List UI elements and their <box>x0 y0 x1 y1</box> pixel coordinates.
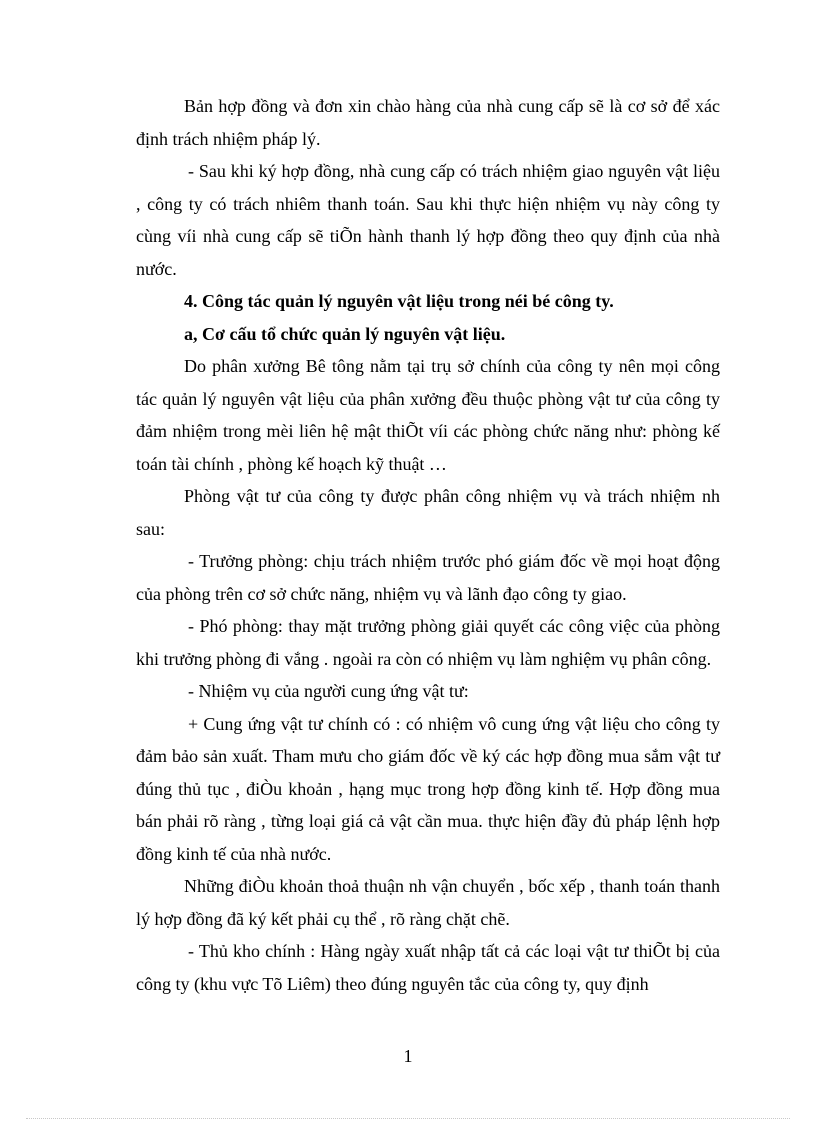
paragraph-supply-department: Phòng vật tư của công ty được phân công nhiệm vụ và trách nhiệm nh sau: <box>136 486 720 539</box>
section-heading: 4. Công tác quản lý nguyên vật liệu trong néi bé công ty. <box>184 291 614 311</box>
paragraph-workshop: Do phân xưởng Bê tông nằm tại trụ sở chính của công ty nên mọi công tác quản lý nguyên vật liệu của phân xưởng đều thuộc phòng vật tư của công ty đảm nhiệm trong mèi liên hệ mật thiÕt víi các phòng chức năng như: phòng kế toán tài chính , phòng kế hoạch kỹ thuật … <box>136 356 720 474</box>
paragraph-after-signing: - Sau khi ký hợp đồng, nhà cung cấp có trách nhiệm giao nguyên vật liệu , công ty có trách nhiêm thanh toán. Sau khi thực hiện nhiệm vụ này công ty cùng víi nhà cung cấp sẽ tiÕn hành thanh lý hợp đồng theo quy định của nhà nước. <box>136 161 720 279</box>
paragraph-storekeeper: - Thủ kho chính : Hàng ngày xuất nhập tất cả các loại vật tư thiÕt bị của công ty (khu vực Tõ Liêm) theo đúng nguyên tắc của công ty, quy định <box>136 941 720 994</box>
page-number: 1 <box>403 1046 413 1066</box>
subsection-heading: a, Cơ cấu tổ chức quản lý nguyên vật liệu. <box>184 323 506 344</box>
paragraph-head-of-department: - Trưởng phòng: chịu trách nhiệm trước phó giám đốc về mọi hoạt động của phòng trên cơ sở chức năng, nhiệm vụ và lãnh đạo công ty giao. <box>136 551 720 604</box>
paragraph-agreement-terms: Những điÒu khoản thoả thuận nh vận chuyển , bốc xếp , thanh toán thanh lý hợp đồng đã ký kết phải cụ thể , rõ ràng chặt chẽ. <box>136 876 720 929</box>
paragraph-contract-basis: Bản hợp đồng và đơn xin chào hàng của nhà cung cấp sẽ là cơ sở để xác định trách nhiệm pháp lý. <box>136 96 720 149</box>
paragraph-deputy-head: - Phó phòng: thay mặt trưởng phòng giải quyết các công việc của phòng khi trưởng phòng đi vắng . ngoài ra còn có nhiệm vụ làm nghiệm vụ phân công. <box>136 616 720 669</box>
paragraph-main-supply: + Cung ứng vật tư chính có : có nhiệm vô cung ứng vật liệu cho công ty đảm bảo sản xuất. Tham mưu cho giám đốc về ký các hợp đồng mua sắm vật tư đúng thủ tục , điÒu khoản , hạng mục trong hợp đồng kinh tế. Hợp đồng mua bán phải rõ ràng , từng loại giá cả vật cần mua. thực hiện đầy đủ pháp lệnh hợp đồng kinh tế của nhà nước. <box>136 713 720 864</box>
document-body <box>136 90 720 1000</box>
page-bottom-divider <box>26 1118 790 1119</box>
paragraph-supplier-duties: - Nhiệm vụ của người cung ứng vật tư: <box>188 681 469 701</box>
